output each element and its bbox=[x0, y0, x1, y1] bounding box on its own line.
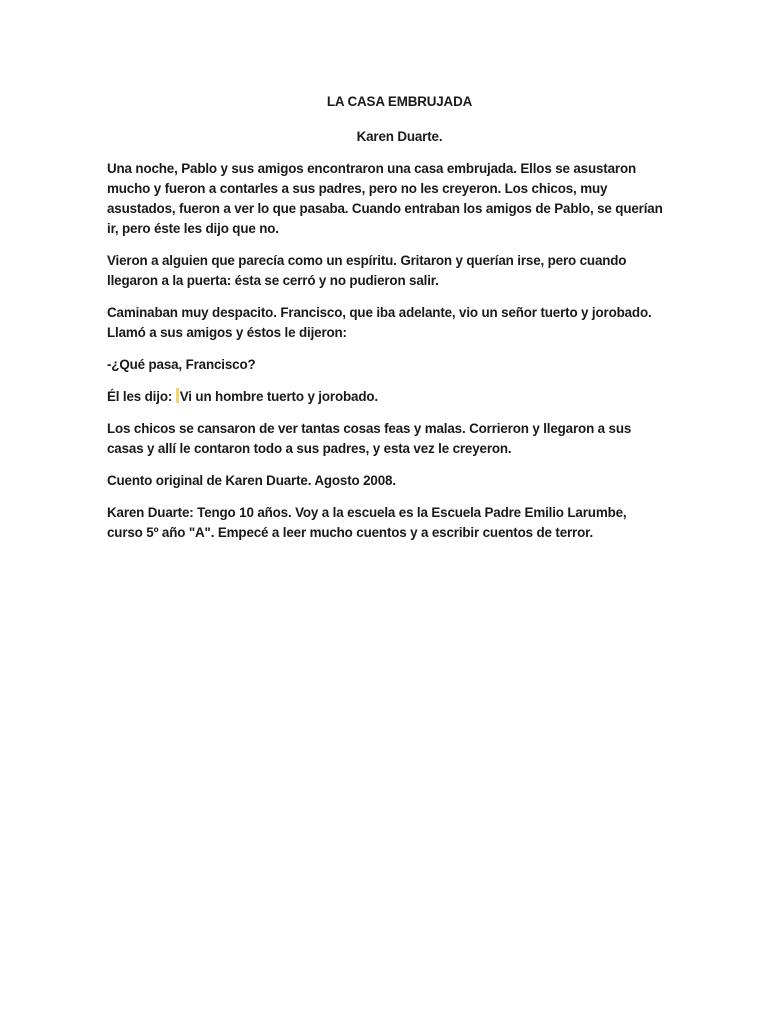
paragraph-2: Vieron a alguien que parecía como un espíritu. Gritaron y querían irse, pero cuando llegaron a la puerta: ésta se cerró y no pudieron salir. bbox=[107, 253, 627, 288]
document-title: LA CASA EMBRUJADA bbox=[326, 94, 473, 109]
paragraph-6: Los chicos se cansaron de ver tantas cosas feas y malas. Corrieron y llegaron a sus casas y allí le contaron todo a sus padres, y esta vez le creyeron. bbox=[107, 421, 632, 456]
paragraph-4: -¿Qué pasa, Francisco? bbox=[107, 357, 256, 372]
dialogue-lead: Él les dijo: bbox=[107, 389, 176, 404]
paragraph-7: Cuento original de Karen Duarte. Agosto 2008. bbox=[107, 473, 396, 488]
paragraph-8: Karen Duarte: Tengo 10 años. Voy a la escuela es la Escuela Padre Emilio Larumbe, curso 5º año "A". Empecé a leer mucho cuentos y a escribir cuentos de terror. bbox=[107, 505, 627, 540]
document-author: Karen Duarte. bbox=[356, 129, 443, 144]
text-cursor-highlight bbox=[176, 388, 179, 403]
paragraph-dialogue bbox=[107, 387, 664, 407]
paragraph-3: Caminaban muy despacito. Francisco, que iba adelante, vio un señor tuerto y jorobado. Llamó a sus amigos y éstos le dijeron: bbox=[107, 305, 652, 340]
dialogue-rest: Vi un hombre tuerto y jorobado. bbox=[179, 389, 378, 404]
paragraph-1: Una noche, Pablo y sus amigos encontraron una casa embrujada. Ellos se asustaron mucho y fueron a contarles a sus padres, pero no les creyeron. Los chicos, muy asustados, fueron a ver lo que pasaba. Cuando entraban los amigos de Pablo, se querían ir, pero éste les dijo que no. bbox=[107, 161, 663, 236]
